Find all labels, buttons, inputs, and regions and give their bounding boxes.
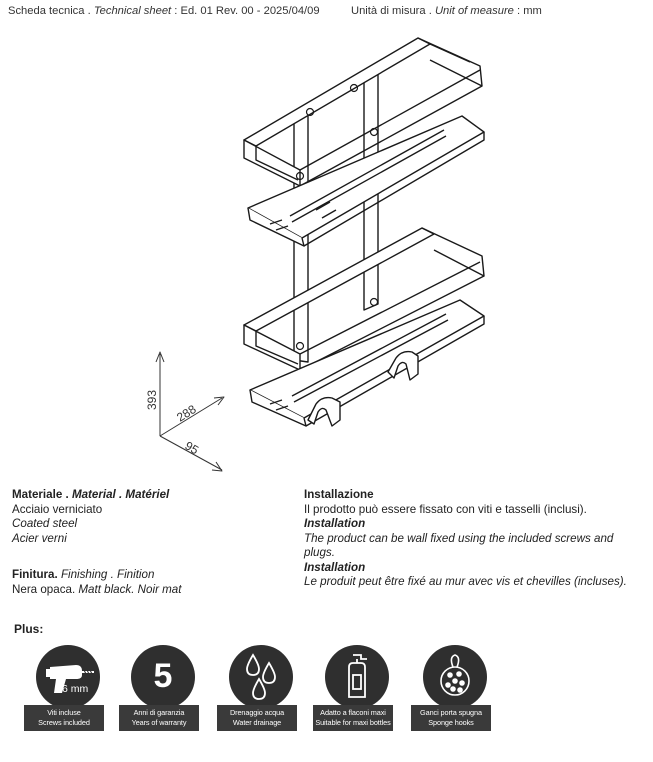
badge-maxi-bottles [313, 645, 393, 735]
badge-label-it: Adatto a flaconi maxi [320, 708, 386, 717]
badge-label-en: Screws included [38, 717, 90, 727]
finishing-title-it: Finitura. [12, 568, 61, 581]
material-title-it: Materiale . [12, 488, 72, 501]
technical-sheet-header [8, 5, 320, 17]
water-drops-icon [229, 645, 293, 709]
drill-icon [36, 645, 100, 709]
badge-label-it: Anni di garanzia [133, 708, 185, 717]
badge-label-en: Sponge hooks [428, 717, 474, 727]
product-drawing [130, 30, 510, 485]
material-value-en: Coated steel [12, 517, 78, 530]
finishing-section [12, 568, 292, 597]
sheet-edition: : Ed. 01 Rev. 00 - 2025/04/09 [171, 5, 320, 17]
finishing-value-it: Nera opaca. [12, 582, 79, 596]
warranty-years: 5 [153, 657, 173, 695]
badge-label-it: Ganci porta spugna [420, 708, 482, 717]
installation-text-it: Il prodotto può essere fissato con viti e tasselli (inclusi). [304, 502, 587, 516]
badge-circle [229, 645, 293, 709]
finishing-value-en: Matt black. [78, 582, 138, 596]
finishing-value-fr: Noir mat [137, 582, 182, 596]
material-title-fr: Matériel [125, 488, 170, 501]
badge-circle [325, 645, 389, 709]
unit-of-measure-header [351, 5, 542, 17]
unit-label-it: Unità di misura . [351, 5, 435, 17]
plus-title: Plus: [14, 622, 44, 636]
finishing-title-fr: Finition [117, 568, 155, 581]
badge-water-drainage [217, 645, 297, 735]
installation-title-fr: Installation [304, 560, 366, 574]
installation-text-fr: Le produit peut être fixé au mur avec vis et chevilles (incluses). [304, 575, 627, 588]
material-section [12, 488, 292, 546]
finishing-title [12, 568, 292, 583]
finishing-title-en: Finishing . [60, 568, 118, 581]
dimension-height: 393 [145, 389, 159, 410]
dimension-depth: 95 [182, 438, 202, 458]
unit-label-en: Unit of measure [434, 5, 514, 17]
sheet-label-it: Scheda tecnica . [8, 5, 94, 17]
installation-section [304, 488, 644, 590]
installation-text-en: The product can be wall fixed using the included screws and plugs. [304, 531, 614, 559]
badge-circle [131, 645, 195, 709]
badge-label [411, 705, 491, 731]
unit-value: : mm [513, 5, 542, 17]
badge-warranty [119, 645, 199, 735]
screw-size: 6 mm [62, 683, 89, 695]
badge-label [24, 705, 104, 731]
badge-label-en: Suitable for maxi bottles [315, 717, 391, 727]
badge-circle [423, 645, 487, 709]
badge-label-en: Water drainage [232, 717, 282, 727]
finishing-value [12, 583, 292, 598]
material-title [12, 488, 292, 503]
badge-label-it: Viti incluse [47, 708, 81, 717]
material-value-it: Acciaio verniciato [12, 502, 103, 516]
badge-circle [36, 645, 100, 709]
badge-screws-included [24, 645, 104, 735]
badge-label [119, 705, 199, 731]
material-value-fr: Acier verni [12, 531, 67, 545]
sheet-label-en: Technical sheet [93, 5, 172, 17]
sponge-icon [423, 645, 487, 709]
installation-title-en: Installation [304, 517, 366, 530]
badge-label-en: Years of warranty [131, 717, 187, 727]
material-title-en: Material . [71, 488, 126, 501]
badge-label-it: Drenaggio acqua [229, 708, 285, 717]
badge-label [313, 705, 393, 731]
badge-sponge-hooks [411, 645, 491, 735]
badge-label [217, 705, 297, 731]
installation-title-it: Installazione [304, 488, 374, 501]
bottle-icon [325, 645, 389, 709]
dimension-width: 288 [174, 402, 199, 425]
